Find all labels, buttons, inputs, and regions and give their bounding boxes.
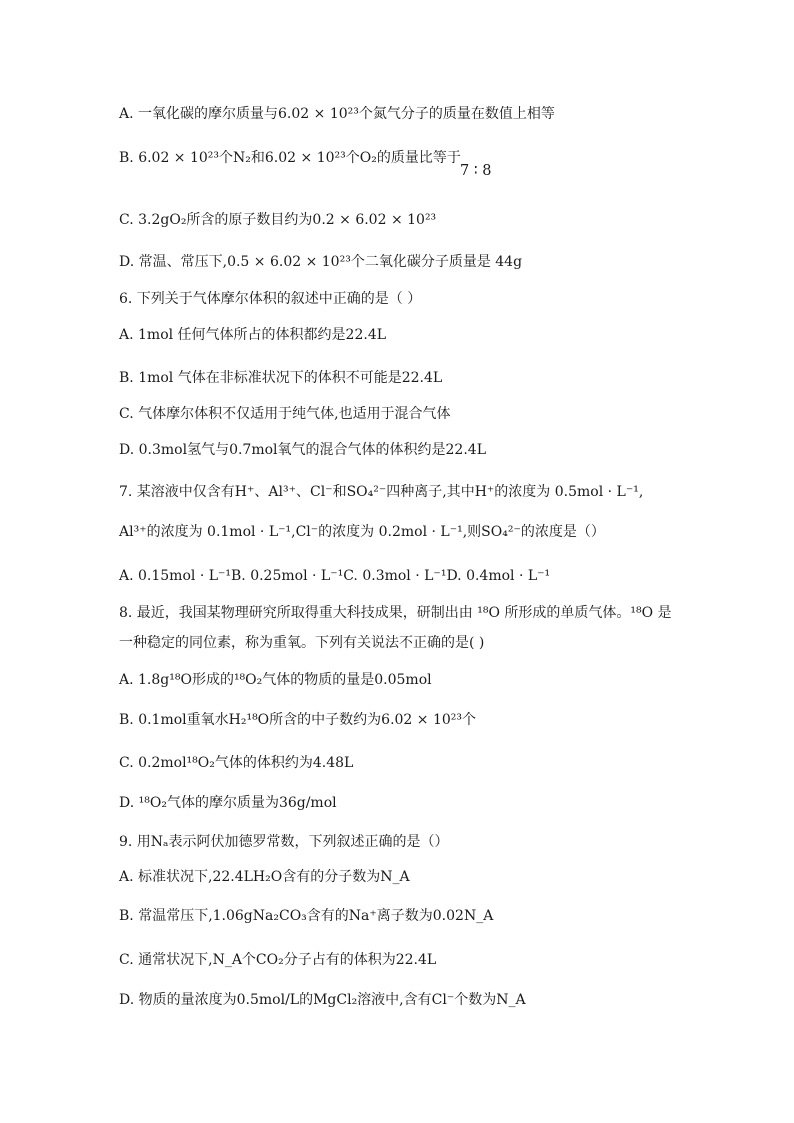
q8-option-a: A. 1.8g¹⁸O形成的¹⁸O₂气体的物质的量是0.05mol xyxy=(119,672,432,688)
q8-stem: 8. 最近，我国某物理研究所取得重大科技成果，研制出由 ¹⁸O 所形成的单质气体。¹⁸O 是 xyxy=(119,605,672,621)
q7-stem-cont: Al³⁺的浓度为 0.1mol · L⁻¹,Cl⁻的浓度为 0.2mol · L⁻¹,则SO₄²⁻的浓度是（） xyxy=(119,524,605,540)
q6-option-a: A. 1mol 任何气体所占的体积都约是22.4L xyxy=(119,327,387,343)
q9-stem: 9. 用Nₐ表示阿伏加德罗常数，下列叙述正确的是（） xyxy=(119,834,449,850)
q9-option-d: D. 物质的量浓度为0.5mol/L的MgCl₂溶液中,含有Cl⁻个数为N_A xyxy=(119,992,526,1008)
q7-stem: 7. 某溶液中仅含有H⁺、Al³⁺、Cl⁻和SO₄²⁻四种离子,其中H⁺的浓度为 0.5mol · L⁻¹, xyxy=(119,484,644,500)
q6-option-d: D. 0.3mol氢气与0.7mol氧气的混合气体的体积约是22.4L xyxy=(119,442,486,458)
q5-option-c: C. 3.2gO₂所含的原子数目约为0.2 × 6.02 × 10²³ xyxy=(119,212,437,228)
q7-options xyxy=(119,566,714,586)
q8-option-d: D. ¹⁸O₂气体的摩尔质量为36g/mol xyxy=(119,795,337,811)
q8-stem-cont: 一种稳定的同位素，称为重氧。下列有关说法不正确的是( ) xyxy=(119,635,485,651)
q7-option-c: C. 0.3mol · L⁻¹ xyxy=(343,568,447,584)
q7-option-b: B. 0.25mol · L⁻¹ xyxy=(231,568,344,584)
q8-option-c: C. 0.2mol¹⁸O₂气体的体积约为4.48L xyxy=(119,755,354,771)
q7-option-d: D. 0.4mol · L⁻¹ xyxy=(446,568,551,584)
q9-option-a: A. 标准状况下,22.4LH₂O含有的分子数为N_A xyxy=(119,869,410,885)
q9-option-b: B. 常温常压下,1.06gNa₂CO₃含有的Na⁺离子数为0.02N_A xyxy=(119,908,494,924)
q5-option-b: B. 6.02 × 10²³个N₂和6.02 × 10²³个O₂的质量比等于 xyxy=(119,150,461,166)
q5-option-a: A. 一氧化碳的摩尔质量与6.02 × 10²³个氮气分子的质量在数值上相等 xyxy=(119,106,555,122)
q7-option-a: A. 0.15mol · L⁻¹ xyxy=(119,568,232,584)
q5-option-b-ratio: 7 ∶ 8 xyxy=(460,163,492,179)
q6-option-c: C. 气体摩尔体积不仅适用于纯气体,也适用于混合气体 xyxy=(119,406,451,422)
q8-option-b: B. 0.1mol重氧水H₂¹⁸O所含的中子数约为6.02 × 10²³个 xyxy=(119,712,476,728)
q5-option-d: D. 常温、常压下,0.5 × 6.02 × 10²³个二氧化碳分子质量是 44g xyxy=(119,254,523,270)
q6-stem: 6. 下列关于气体摩尔体积的叙述中正确的是（ ） xyxy=(119,291,422,307)
q9-option-c: C. 通常状况下,N_A个CO₂分子占有的体积为22.4L xyxy=(119,952,437,968)
q6-option-b: B. 1mol 气体在非标准状况下的体积不可能是22.4L xyxy=(119,370,443,386)
